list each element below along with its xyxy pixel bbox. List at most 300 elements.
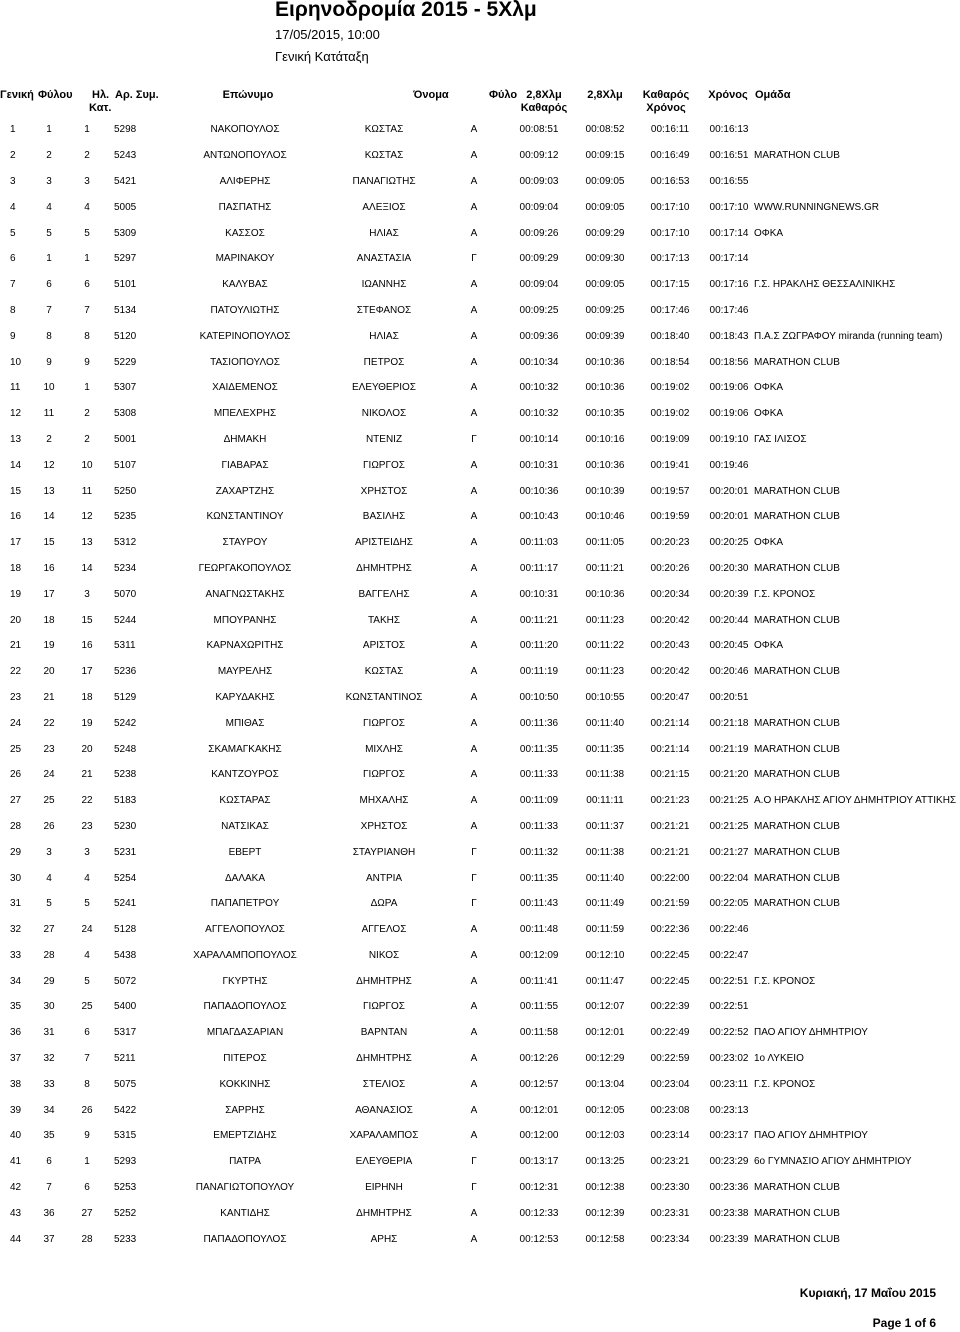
cell-split-net: 00:10:34 — [519, 356, 559, 368]
cell-surname: ΜΑΡΙΝΑΚΟΥ — [215, 253, 275, 265]
cell-surname: ΚΑΤΕΡΙΝΟΠΟΥΛΟΣ — [199, 330, 291, 342]
cell-split-gun: 00:10:36 — [585, 588, 625, 600]
cell-first-name: ΑΝΤΡΙΑ — [365, 872, 403, 884]
cell-bib-number: 5252 — [114, 1207, 137, 1219]
cell-gender: Α — [470, 691, 478, 703]
cell-surname: ΣΑΡΡΗΣ — [225, 1104, 265, 1116]
cell-team: MARATHON CLUB — [754, 846, 840, 858]
cell-split-gun: 00:11:37 — [585, 820, 625, 832]
cell-first-name: ΑΡΗΣ — [370, 1233, 398, 1245]
cell-split-gun: 00:12:03 — [585, 1130, 625, 1142]
table-row — [0, 349, 960, 375]
cell-gender: Γ — [471, 1182, 477, 1194]
cell-team: MARATHON CLUB — [754, 769, 840, 781]
cell-bib-number: 5421 — [114, 175, 137, 187]
cell-gun-time: 00:20:01 — [709, 511, 749, 523]
cell-split-gun: 00:08:52 — [585, 124, 625, 136]
cell-net-time: 00:22:59 — [650, 1053, 690, 1065]
cell-split-net: 00:10:36 — [519, 485, 559, 497]
cell-split-net: 00:11:43 — [519, 898, 559, 910]
cell-surname: ΚΑΛΥΒΑΣ — [222, 279, 268, 291]
cell-rank-category: 13 — [81, 537, 93, 549]
cell-split-net: 00:12:26 — [519, 1053, 559, 1065]
cell-net-time: 00:23:21 — [650, 1156, 690, 1168]
cell-gun-time: 00:18:56 — [709, 356, 749, 368]
cell-net-time: 00:20:26 — [650, 562, 690, 574]
cell-surname: ΚΑΝΤΖΟΥΡΟΣ — [211, 769, 279, 781]
cell-rank-gender: 37 — [43, 1233, 55, 1245]
cell-bib-number: 5315 — [114, 1130, 137, 1142]
cell-surname: ΑΓΓΕΛΟΠΟΥΛΟΣ — [205, 924, 285, 936]
cell-rank-gender: 3 — [46, 175, 52, 187]
cell-net-time: 00:20:34 — [650, 588, 690, 600]
table-row — [0, 1226, 960, 1252]
cell-bib-number: 5312 — [114, 537, 137, 549]
cell-gender: Α — [470, 382, 478, 394]
column-header-gender: Φύλο — [489, 89, 518, 101]
cell-team: ΠΑΟ ΑΓΙΟΥ ΔΗΜΗΤΡΙΟΥ — [754, 1027, 868, 1039]
cell-team: Γ.Σ. ΗΡΑΚΛΗΣ ΘΕΣΣΑΛΙΝΙΚΗΣ — [754, 279, 896, 291]
table-row — [0, 220, 960, 246]
cell-net-time: 00:23:14 — [650, 1130, 690, 1142]
cell-net-time: 00:19:59 — [650, 511, 690, 523]
cell-gun-time: 00:22:47 — [709, 949, 749, 961]
cell-first-name: ΑΛΕΞΙΟΣ — [362, 201, 406, 213]
cell-split-net: 00:10:31 — [519, 459, 559, 471]
cell-rank-gender: 15 — [43, 537, 55, 549]
table-row — [0, 375, 960, 401]
cell-rank-category: 5 — [84, 898, 90, 910]
cell-rank-category: 2 — [84, 408, 90, 420]
cell-split-net: 00:12:01 — [519, 1104, 559, 1116]
cell-gun-time: 00:22:05 — [709, 898, 749, 910]
cell-split-gun: 00:11:40 — [585, 872, 625, 884]
table-row — [0, 1020, 960, 1046]
cell-surname: ΓΚΥΡΤΗΣ — [222, 975, 268, 987]
cell-split-net: 00:11:33 — [519, 820, 559, 832]
cell-rank-category: 8 — [84, 1078, 90, 1090]
cell-gender: Γ — [471, 253, 477, 265]
cell-net-time: 00:21:15 — [650, 769, 690, 781]
cell-rank-category: 7 — [84, 1053, 90, 1065]
cell-split-gun: 00:12:39 — [585, 1207, 625, 1219]
cell-rank-overall: 29 — [10, 846, 22, 858]
cell-gender: Γ — [471, 1156, 477, 1168]
cell-surname: ΕΒΕΡΤ — [228, 846, 262, 858]
cell-split-net: 00:11:32 — [519, 846, 559, 858]
cell-split-net: 00:12:00 — [519, 1130, 559, 1142]
cell-net-time: 00:19:57 — [650, 485, 690, 497]
cell-first-name: ΔΗΜΗΤΡΗΣ — [356, 562, 412, 574]
cell-net-time: 00:22:39 — [650, 1001, 690, 1013]
cell-rank-gender: 18 — [43, 614, 55, 626]
cell-rank-overall: 1 — [10, 124, 16, 136]
cell-gun-time: 00:20:39 — [709, 588, 749, 600]
cell-split-net: 00:12:09 — [519, 949, 559, 961]
cell-rank-category: 5 — [84, 975, 90, 987]
table-row — [0, 504, 960, 530]
cell-team: WWW.RUNNINGNEWS.GR — [754, 201, 879, 213]
cell-rank-overall: 22 — [10, 666, 22, 678]
cell-gender: Α — [470, 743, 478, 755]
cell-rank-overall: 34 — [10, 975, 22, 987]
cell-bib-number: 5001 — [114, 433, 137, 445]
cell-surname: ΤΑΣΙΟΠΟΥΛΟΣ — [210, 356, 280, 368]
cell-team: MARATHON CLUB — [754, 356, 840, 368]
cell-gender: Α — [470, 485, 478, 497]
cell-split-gun: 00:11:40 — [585, 717, 625, 729]
cell-surname: ΚΩΣΤΑΡΑΣ — [219, 795, 271, 807]
cell-gender: Α — [470, 175, 478, 187]
cell-bib-number: 5183 — [114, 795, 137, 807]
cell-rank-overall: 9 — [10, 330, 16, 342]
cell-team: ΟΦΚΑ — [754, 640, 784, 652]
cell-split-net: 00:13:17 — [519, 1156, 559, 1168]
cell-net-time: 00:23:30 — [650, 1182, 690, 1194]
cell-bib-number: 5229 — [114, 356, 137, 368]
cell-gender: Α — [470, 537, 478, 549]
cell-rank-gender: 3 — [46, 846, 52, 858]
cell-bib-number: 5235 — [114, 511, 137, 523]
cell-split-net: 00:11:35 — [519, 872, 559, 884]
table-row — [0, 452, 960, 478]
cell-split-net: 00:09:26 — [519, 227, 559, 239]
cell-net-time: 00:16:11 — [650, 124, 690, 136]
cell-gender: Α — [470, 279, 478, 291]
cell-split-net: 00:12:53 — [519, 1233, 559, 1245]
cell-rank-overall: 24 — [10, 717, 22, 729]
cell-first-name: ΠΕΤΡΟΣ — [363, 356, 405, 368]
cell-split-net: 00:11:36 — [519, 717, 559, 729]
cell-split-gun: 00:09:29 — [585, 227, 625, 239]
table-row — [0, 865, 960, 891]
cell-rank-category: 12 — [81, 511, 93, 523]
cell-surname: ΝΑΚΟΠΟΥΛΟΣ — [210, 124, 280, 136]
cell-gender: Γ — [471, 846, 477, 858]
cell-bib-number: 5422 — [114, 1104, 137, 1116]
cell-split-net: 00:09:04 — [519, 201, 559, 213]
cell-first-name: ΝΤΕΝΙΖ — [365, 433, 403, 445]
cell-net-time: 00:18:40 — [650, 330, 690, 342]
cell-gun-time: 00:21:18 — [709, 717, 749, 729]
cell-rank-category: 28 — [81, 1233, 93, 1245]
cell-team: MARATHON CLUB — [754, 485, 840, 497]
cell-split-net: 00:11:35 — [519, 743, 559, 755]
cell-split-gun: 00:11:22 — [585, 640, 625, 652]
cell-first-name: ΒΑΓΓΕΛΗΣ — [358, 588, 410, 600]
cell-gun-time: 00:23:13 — [709, 1104, 749, 1116]
cell-bib-number: 5129 — [114, 691, 137, 703]
cell-rank-overall: 19 — [10, 588, 22, 600]
cell-first-name: ΙΩΑΝΝΗΣ — [361, 279, 407, 291]
cell-rank-gender: 14 — [43, 511, 55, 523]
cell-rank-category: 6 — [84, 1182, 90, 1194]
cell-rank-category: 26 — [81, 1104, 93, 1116]
cell-rank-overall: 12 — [10, 408, 22, 420]
cell-surname: ΝΑΤΣΙΚΑΣ — [221, 820, 269, 832]
cell-team: MARATHON CLUB — [754, 717, 840, 729]
cell-net-time: 00:17:15 — [650, 279, 690, 291]
cell-net-time: 00:19:09 — [650, 433, 690, 445]
cell-gender: Α — [470, 1027, 478, 1039]
cell-gun-time: 00:20:45 — [709, 640, 749, 652]
cell-gun-time: 00:23:38 — [709, 1207, 749, 1219]
cell-first-name: ΒΑΣΙΛΗΣ — [362, 511, 406, 523]
cell-rank-overall: 2 — [10, 150, 16, 162]
cell-first-name: ΣΤΕΛΙΟΣ — [362, 1078, 406, 1090]
cell-rank-overall: 16 — [10, 511, 22, 523]
cell-first-name: ΔΗΜΗΤΡΗΣ — [356, 1207, 412, 1219]
table-row — [0, 814, 960, 840]
cell-split-gun: 00:10:36 — [585, 356, 625, 368]
cell-net-time: 00:20:43 — [650, 640, 690, 652]
cell-surname: ΚΩΝΣΤΑΝΤΙΝΟΥ — [206, 511, 284, 523]
cell-team: MARATHON CLUB — [754, 872, 840, 884]
cell-rank-overall: 3 — [10, 175, 16, 187]
cell-bib-number: 5238 — [114, 769, 137, 781]
cell-rank-category: 3 — [84, 846, 90, 858]
cell-surname: ΕΜΕΡΤΖΙΔΗΣ — [213, 1130, 277, 1142]
cell-gun-time: 00:22:04 — [709, 872, 749, 884]
cell-bib-number: 5101 — [114, 279, 137, 291]
cell-rank-overall: 21 — [10, 640, 22, 652]
cell-first-name: ΓΙΩΡΓΟΣ — [363, 769, 405, 781]
cell-rank-category: 3 — [84, 175, 90, 187]
cell-gun-time: 00:22:51 — [709, 975, 749, 987]
cell-split-net: 00:10:32 — [519, 382, 559, 394]
cell-gender: Α — [470, 614, 478, 626]
cell-rank-gender: 33 — [43, 1078, 55, 1090]
cell-net-time: 00:22:45 — [650, 975, 690, 987]
cell-rank-category: 3 — [84, 588, 90, 600]
cell-split-gun: 00:12:58 — [585, 1233, 625, 1245]
cell-gender: Α — [470, 975, 478, 987]
cell-rank-category: 10 — [81, 459, 93, 471]
cell-surname: ΠΙΤΕΡΟΣ — [223, 1053, 267, 1065]
cell-gun-time: 00:18:43 — [709, 330, 749, 342]
table-row — [0, 323, 960, 349]
cell-gun-time: 00:17:14 — [709, 253, 749, 265]
table-row — [0, 968, 960, 994]
cell-surname: ΜΑΥΡΕΛΗΣ — [217, 666, 273, 678]
cell-surname: ΑΛΙΦΕΡΗΣ — [219, 175, 271, 187]
cell-surname: ΔΑΛΑΚΑ — [224, 872, 266, 884]
cell-bib-number: 5253 — [114, 1182, 137, 1194]
cell-bib-number: 5311 — [114, 640, 136, 652]
cell-gender: Α — [470, 949, 478, 961]
cell-rank-gender: 22 — [43, 717, 55, 729]
table-row — [0, 710, 960, 736]
column-header-first-name: Όνομα — [413, 89, 449, 101]
cell-gender: Α — [470, 1233, 478, 1245]
cell-gender: Γ — [471, 872, 477, 884]
cell-first-name: ΣΤΑΥΡΙΑΝΘΗ — [352, 846, 416, 858]
cell-gun-time: 00:23:29 — [709, 1156, 749, 1168]
cell-bib-number: 5234 — [114, 562, 137, 574]
cell-split-net: 00:11:20 — [519, 640, 559, 652]
cell-bib-number: 5438 — [114, 949, 137, 961]
cell-split-gun: 00:10:39 — [585, 485, 625, 497]
table-row — [0, 1097, 960, 1123]
cell-rank-overall: 18 — [10, 562, 22, 574]
cell-rank-category: 16 — [81, 640, 93, 652]
cell-gender: Α — [470, 769, 478, 781]
cell-rank-gender: 28 — [43, 949, 55, 961]
cell-surname: ΠΑΠΑΠΕΤΡΟΥ — [210, 898, 280, 910]
cell-surname: ΧΑΡΑΛΑΜΠΟΠΟΥΛΟΣ — [193, 949, 297, 961]
cell-gender: Α — [470, 227, 478, 239]
cell-team: MARATHON CLUB — [754, 743, 840, 755]
cell-rank-category: 9 — [84, 356, 90, 368]
table-row — [0, 1123, 960, 1149]
cell-gun-time: 00:23:02 — [709, 1053, 749, 1065]
cell-split-net: 00:11:09 — [519, 795, 559, 807]
cell-gun-time: 00:23:36 — [709, 1182, 749, 1194]
cell-split-gun: 00:11:23 — [585, 614, 625, 626]
cell-surname: ΣΚΑΜΑΓΚΑΚΗΣ — [208, 743, 282, 755]
cell-rank-category: 1 — [84, 124, 90, 136]
cell-net-time: 00:21:59 — [650, 898, 690, 910]
table-row — [0, 762, 960, 788]
table-row — [0, 298, 960, 324]
cell-surname: ΠΑΤΡΑ — [229, 1156, 261, 1168]
cell-bib-number: 5254 — [114, 872, 137, 884]
cell-rank-overall: 8 — [10, 304, 16, 316]
footer-date: Κυριακή, 17 Μαΐου 2015 — [799, 1286, 936, 1300]
cell-rank-category: 22 — [81, 795, 93, 807]
cell-gender: Α — [470, 201, 478, 213]
cell-first-name: ΓΙΩΡΓΟΣ — [363, 1001, 405, 1013]
cell-team: MARATHON CLUB — [754, 1207, 840, 1219]
cell-rank-category: 23 — [81, 820, 93, 832]
cell-first-name: ΧΡΗΣΤΟΣ — [360, 485, 408, 497]
cell-team — [754, 298, 960, 324]
cell-net-time: 00:22:49 — [650, 1027, 690, 1039]
table-row — [0, 891, 960, 917]
table-row — [0, 943, 960, 969]
cell-split-gun: 00:10:46 — [585, 511, 625, 523]
cell-split-gun: 00:12:38 — [585, 1182, 625, 1194]
cell-split-net: 00:11:48 — [519, 924, 559, 936]
cell-surname: ΜΠΑΓΔΑΣΑΡΙΑΝ — [206, 1027, 284, 1039]
cell-rank-category: 17 — [81, 666, 93, 678]
cell-net-time: 00:23:34 — [650, 1233, 690, 1245]
cell-rank-gender: 9 — [46, 356, 52, 368]
cell-surname: ΚΟΚΚΙΝΗΣ — [219, 1078, 271, 1090]
cell-rank-gender: 19 — [43, 640, 55, 652]
cell-first-name: ΜΙΧΛΗΣ — [365, 743, 403, 755]
cell-split-net: 00:10:14 — [519, 433, 559, 445]
cell-net-time: 00:20:42 — [650, 614, 690, 626]
cell-team: 6ο ΓΥΜΝΑΣΙΟ ΑΓΙΟΥ ΔΗΜΗΤΡΙΟΥ — [754, 1156, 912, 1168]
cell-bib-number: 5236 — [114, 666, 137, 678]
cell-team: ΓΑΣ ΙΛΙΣΟΣ — [754, 433, 807, 445]
cell-first-name: ΑΡΙΣΤΟΣ — [362, 640, 406, 652]
cell-team: ΟΦΚΑ — [754, 408, 784, 420]
table-row — [0, 659, 960, 685]
cell-first-name: ΑΡΙΣΤΕΙΔΗΣ — [355, 537, 413, 549]
cell-team: ΟΦΚΑ — [754, 382, 784, 394]
cell-first-name: ΗΛΙΑΣ — [369, 227, 399, 239]
cell-team: Π.Α.Σ ΖΩΓΡΑΦΟΥ miranda (running team) — [754, 330, 943, 342]
cell-split-gun: 00:11:35 — [585, 743, 625, 755]
cell-split-gun: 00:11:23 — [585, 666, 625, 678]
cell-bib-number: 5297 — [114, 253, 137, 265]
column-header-surname: Επώνυμο — [222, 89, 274, 101]
table-row — [0, 607, 960, 633]
cell-split-gun: 00:13:25 — [585, 1156, 625, 1168]
cell-first-name: ΑΘΑΝΑΣΙΟΣ — [355, 1104, 413, 1116]
cell-team — [754, 917, 960, 943]
cell-net-time: 00:17:46 — [650, 304, 690, 316]
cell-split-gun: 00:12:29 — [585, 1053, 625, 1065]
cell-gender: Α — [470, 666, 478, 678]
cell-surname: ΚΑΝΤΙΔΗΣ — [220, 1207, 270, 1219]
cell-first-name: ΗΛΙΑΣ — [369, 330, 399, 342]
cell-gun-time: 00:22:52 — [709, 1027, 749, 1039]
cell-gun-time: 00:21:27 — [709, 846, 749, 858]
table-row — [0, 736, 960, 762]
cell-surname: ΓΙΑΒΑΡΑΣ — [221, 459, 269, 471]
cell-split-gun: 00:11:11 — [586, 795, 624, 807]
cell-net-time: 00:19:02 — [650, 408, 690, 420]
cell-gun-time: 00:20:30 — [709, 562, 749, 574]
cell-team: ΟΦΚΑ — [754, 227, 784, 239]
cell-gun-time: 00:22:51 — [709, 1001, 749, 1013]
cell-first-name: ΚΩΣΤΑΣ — [364, 666, 404, 678]
cell-rank-gender: 12 — [43, 459, 55, 471]
cell-surname: ΠΑΝΑΓΙΩΤΟΠΟΥΛΟΥ — [195, 1182, 295, 1194]
cell-bib-number: 5317 — [114, 1027, 137, 1039]
cell-split-gun: 00:10:36 — [585, 382, 625, 394]
column-header-rank-gender: Φύλου — [38, 89, 73, 101]
cell-net-time: 00:21:21 — [650, 820, 690, 832]
cell-first-name: ΓΙΩΡΓΟΣ — [363, 459, 405, 471]
cell-gun-time: 00:22:46 — [709, 924, 749, 936]
cell-rank-category: 25 — [81, 1001, 93, 1013]
cell-surname: ΚΑΡΝΑΧΩΡΙΤΗΣ — [206, 640, 284, 652]
cell-split-gun: 00:12:05 — [585, 1104, 625, 1116]
cell-rank-gender: 5 — [46, 227, 52, 239]
cell-first-name: ΤΑΚΗΣ — [367, 614, 401, 626]
cell-net-time: 00:16:49 — [650, 150, 690, 162]
cell-surname: ΠΑΣΠΑΤΗΣ — [218, 201, 272, 213]
cell-net-time: 00:22:45 — [650, 949, 690, 961]
cell-rank-gender: 2 — [46, 150, 52, 162]
cell-gun-time: 00:21:25 — [709, 820, 749, 832]
cell-split-gun: 00:10:35 — [585, 408, 625, 420]
cell-split-net: 00:11:58 — [519, 1027, 559, 1039]
cell-gender: Α — [470, 511, 478, 523]
cell-rank-category: 1 — [84, 382, 90, 394]
cell-rank-gender: 6 — [46, 279, 52, 291]
cell-first-name: ΧΡΗΣΤΟΣ — [360, 820, 408, 832]
cell-split-gun: 00:11:38 — [585, 846, 625, 858]
cell-gun-time: 00:16:55 — [709, 175, 749, 187]
cell-rank-overall: 5 — [10, 227, 16, 239]
table-row — [0, 1071, 960, 1097]
cell-rank-overall: 32 — [10, 924, 22, 936]
table-row — [0, 1175, 960, 1201]
cell-rank-gender: 21 — [43, 691, 55, 703]
cell-net-time: 00:17:10 — [650, 201, 690, 213]
cell-gender: Α — [470, 924, 478, 936]
cell-rank-category: 4 — [84, 949, 90, 961]
cell-rank-category: 4 — [84, 201, 90, 213]
cell-team: MARATHON CLUB — [754, 820, 840, 832]
cell-first-name: ΕΛΕΥΘΕΡΙΑ — [355, 1156, 413, 1168]
cell-surname: ΜΠΙΘΑΣ — [225, 717, 265, 729]
